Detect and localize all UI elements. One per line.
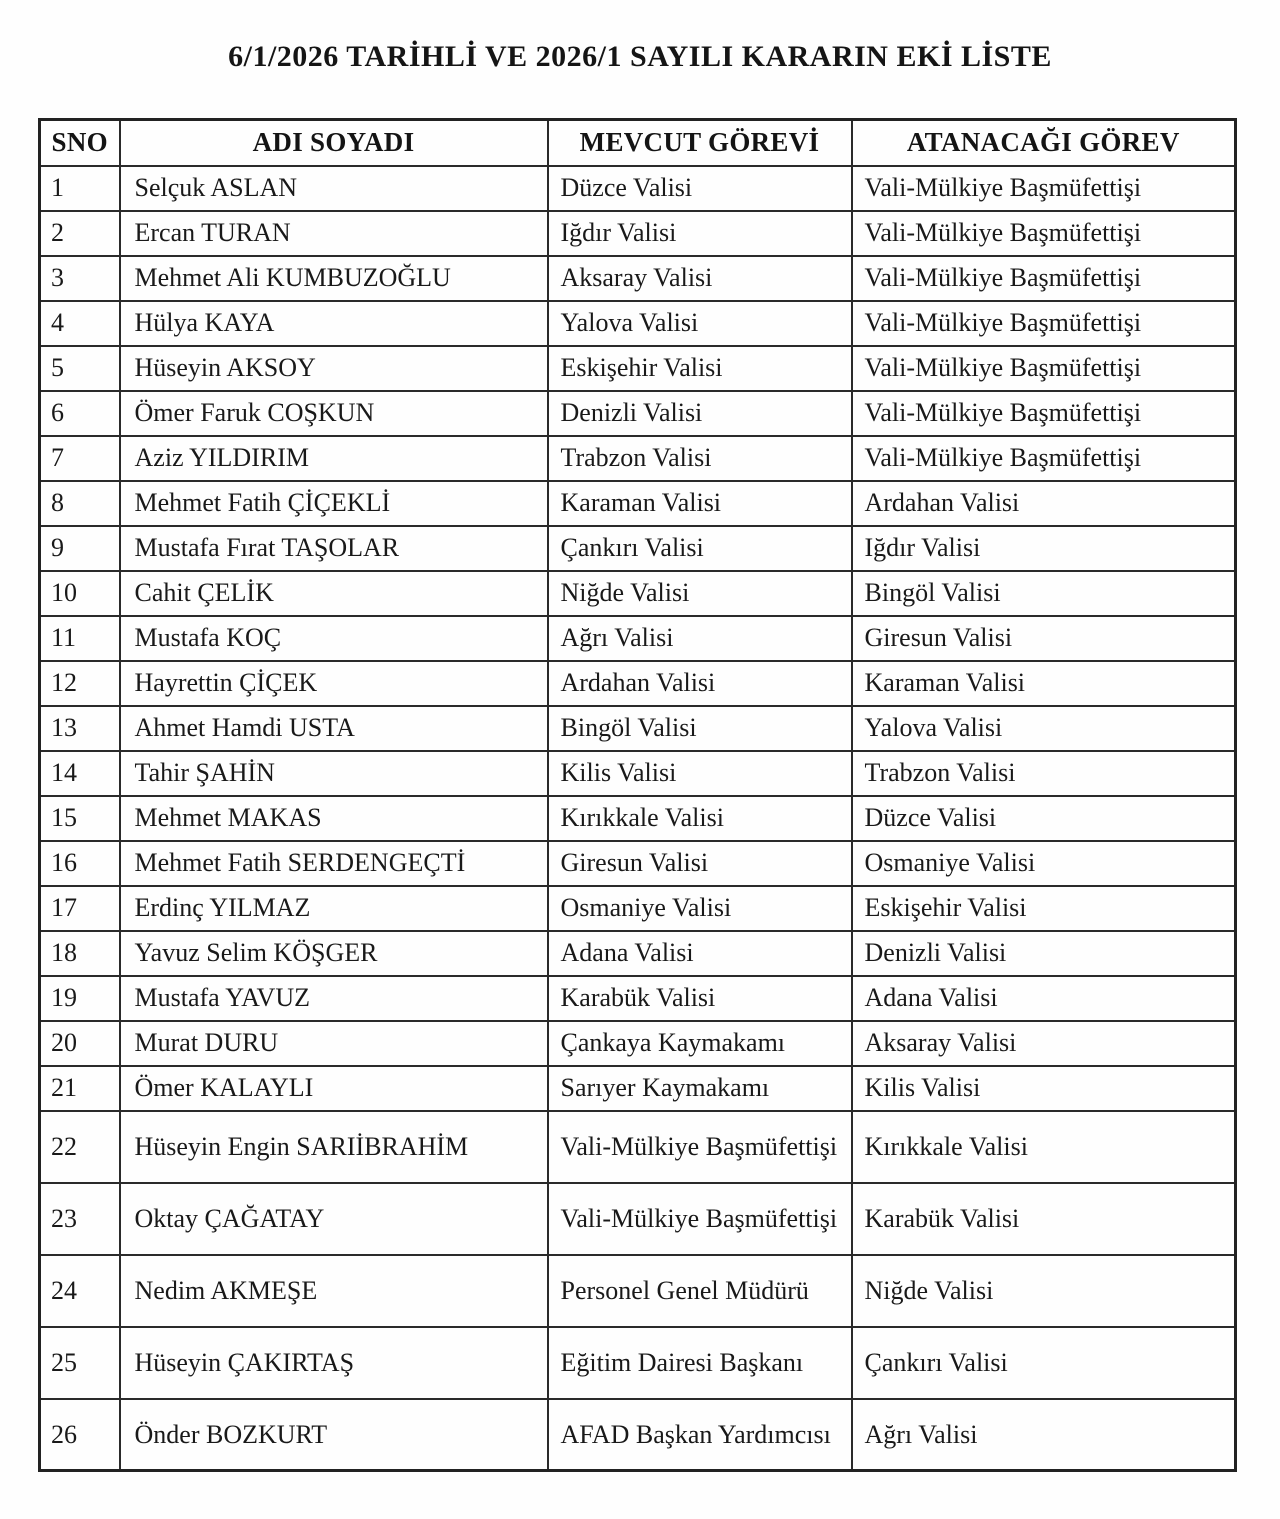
row-assigned-duty: Vali-Mülkiye Başmüfettişi — [852, 346, 1236, 391]
row-name: Hüseyin Engin SARIİBRAHİM — [120, 1111, 548, 1183]
row-sno: 7 — [40, 436, 120, 481]
row-sno: 25 — [40, 1327, 120, 1399]
document-title: 6/1/2026 TARİHLİ VE 2026/1 SAYILI KARARIN EKİ LİSTE — [228, 40, 1052, 73]
row-name: Ercan TURAN — [120, 211, 548, 256]
row-name: Murat DURU — [120, 1021, 548, 1066]
row-current-duty: Adana Valisi — [548, 931, 852, 976]
table-row — [40, 1399, 1236, 1471]
row-sno: 18 — [40, 931, 120, 976]
row-name: Mustafa Fırat TAŞOLAR — [120, 526, 548, 571]
row-assigned-duty: Vali-Mülkiye Başmüfettişi — [852, 301, 1236, 346]
row-current-duty: Karaman Valisi — [548, 481, 852, 526]
row-assigned-duty: Vali-Mülkiye Başmüfettişi — [852, 166, 1236, 211]
row-sno: 20 — [40, 1021, 120, 1066]
row-assigned-duty: Iğdır Valisi — [852, 526, 1236, 571]
row-sno: 6 — [40, 391, 120, 436]
row-name: Selçuk ASLAN — [120, 166, 548, 211]
row-assigned-duty: Denizli Valisi — [852, 931, 1236, 976]
row-sno: 2 — [40, 211, 120, 256]
row-assigned-duty: Eskişehir Valisi — [852, 886, 1236, 931]
table-row — [40, 256, 1236, 301]
row-sno: 15 — [40, 796, 120, 841]
row-name: Oktay ÇAĞATAY — [120, 1183, 548, 1255]
row-sno: 12 — [40, 661, 120, 706]
row-current-duty: Karabük Valisi — [548, 976, 852, 1021]
row-current-duty: Yalova Valisi — [548, 301, 852, 346]
row-assigned-duty: Aksaray Valisi — [852, 1021, 1236, 1066]
row-name: Hüseyin AKSOY — [120, 346, 548, 391]
row-current-duty: Eskişehir Valisi — [548, 346, 852, 391]
header-sno: SNO — [40, 120, 120, 166]
row-sno: 26 — [40, 1399, 120, 1471]
table-row — [40, 1255, 1236, 1327]
row-current-duty: Çankaya Kaymakamı — [548, 1021, 852, 1066]
row-current-duty: Bingöl Valisi — [548, 706, 852, 751]
row-current-duty: Trabzon Valisi — [548, 436, 852, 481]
row-current-duty: Eğitim Dairesi Başkanı — [548, 1327, 852, 1399]
row-name: Hülya KAYA — [120, 301, 548, 346]
table-header — [40, 120, 1236, 166]
row-sno: 4 — [40, 301, 120, 346]
row-sno: 10 — [40, 571, 120, 616]
row-assigned-duty: Karabük Valisi — [852, 1183, 1236, 1255]
table-row — [40, 886, 1236, 931]
row-assigned-duty: Ardahan Valisi — [852, 481, 1236, 526]
row-name: Mehmet Ali KUMBUZOĞLU — [120, 256, 548, 301]
table-row — [40, 391, 1236, 436]
row-name: Ahmet Hamdi USTA — [120, 706, 548, 751]
row-current-duty: Osmaniye Valisi — [548, 886, 852, 931]
row-name: Nedim AKMEŞE — [120, 1255, 548, 1327]
table-row — [40, 706, 1236, 751]
row-name: Ömer Faruk COŞKUN — [120, 391, 548, 436]
row-sno: 17 — [40, 886, 120, 931]
table-row — [40, 1111, 1236, 1183]
row-current-duty: Vali-Mülkiye Başmüfettişi — [548, 1111, 852, 1183]
row-assigned-duty: Trabzon Valisi — [852, 751, 1236, 796]
table-row — [40, 616, 1236, 661]
table-row — [40, 346, 1236, 391]
row-name: Mehmet Fatih SERDENGEÇTİ — [120, 841, 548, 886]
row-current-duty: Vali-Mülkiye Başmüfettişi — [548, 1183, 852, 1255]
row-assigned-duty: Karaman Valisi — [852, 661, 1236, 706]
table-row — [40, 1021, 1236, 1066]
row-sno: 8 — [40, 481, 120, 526]
table-row — [40, 661, 1236, 706]
table-row — [40, 931, 1236, 976]
row-sno: 14 — [40, 751, 120, 796]
row-assigned-duty: Düzce Valisi — [852, 796, 1236, 841]
row-sno: 23 — [40, 1183, 120, 1255]
row-sno: 22 — [40, 1111, 120, 1183]
row-sno: 11 — [40, 616, 120, 661]
row-sno: 5 — [40, 346, 120, 391]
row-name: Yavuz Selim KÖŞGER — [120, 931, 548, 976]
row-sno: 19 — [40, 976, 120, 1021]
row-name: Hayrettin ÇİÇEK — [120, 661, 548, 706]
header-assigned-duty: ATANACAĞI GÖREV — [852, 120, 1236, 166]
table-row — [40, 796, 1236, 841]
row-assigned-duty: Vali-Mülkiye Başmüfettişi — [852, 391, 1236, 436]
row-name: Tahir ŞAHİN — [120, 751, 548, 796]
row-sno: 1 — [40, 166, 120, 211]
row-current-duty: Çankırı Valisi — [548, 526, 852, 571]
table-row — [40, 211, 1236, 256]
row-name: Mustafa YAVUZ — [120, 976, 548, 1021]
row-name: Erdinç YILMAZ — [120, 886, 548, 931]
row-current-duty: Aksaray Valisi — [548, 256, 852, 301]
row-name: Cahit ÇELİK — [120, 571, 548, 616]
row-current-duty: Ardahan Valisi — [548, 661, 852, 706]
table-row — [40, 166, 1236, 211]
row-assigned-duty: Niğde Valisi — [852, 1255, 1236, 1327]
row-current-duty: AFAD Başkan Yardımcısı — [548, 1399, 852, 1471]
row-assigned-duty: Giresun Valisi — [852, 616, 1236, 661]
row-sno: 21 — [40, 1066, 120, 1111]
header-current-duty: MEVCUT GÖREVİ — [548, 120, 852, 166]
row-assigned-duty: Osmaniye Valisi — [852, 841, 1236, 886]
row-sno: 24 — [40, 1255, 120, 1327]
row-assigned-duty: Vali-Mülkiye Başmüfettişi — [852, 436, 1236, 481]
row-assigned-duty: Bingöl Valisi — [852, 571, 1236, 616]
row-name: Hüseyin ÇAKIRTAŞ — [120, 1327, 548, 1399]
header-row — [40, 120, 1236, 166]
row-current-duty: Niğde Valisi — [548, 571, 852, 616]
table-row — [40, 976, 1236, 1021]
row-assigned-duty: Yalova Valisi — [852, 706, 1236, 751]
row-current-duty: Personel Genel Müdürü — [548, 1255, 852, 1327]
table-row — [40, 1066, 1236, 1111]
row-name: Önder BOZKURT — [120, 1399, 548, 1471]
row-sno: 16 — [40, 841, 120, 886]
header-name: ADI SOYADI — [120, 120, 548, 166]
row-current-duty: Giresun Valisi — [548, 841, 852, 886]
row-sno: 13 — [40, 706, 120, 751]
row-assigned-duty: Kırıkkale Valisi — [852, 1111, 1236, 1183]
row-sno: 3 — [40, 256, 120, 301]
row-assigned-duty: Ağrı Valisi — [852, 1399, 1236, 1471]
row-assigned-duty: Çankırı Valisi — [852, 1327, 1236, 1399]
row-name: Mehmet Fatih ÇİÇEKLİ — [120, 481, 548, 526]
row-sno: 9 — [40, 526, 120, 571]
row-assigned-duty: Kilis Valisi — [852, 1066, 1236, 1111]
table-row — [40, 751, 1236, 796]
row-name: Ömer KALAYLI — [120, 1066, 548, 1111]
row-name: Mustafa KOÇ — [120, 616, 548, 661]
table-row — [40, 841, 1236, 886]
row-name: Mehmet MAKAS — [120, 796, 548, 841]
table-body — [40, 166, 1236, 1471]
row-assigned-duty: Vali-Mülkiye Başmüfettişi — [852, 256, 1236, 301]
row-current-duty: Sarıyer Kaymakamı — [548, 1066, 852, 1111]
table-row — [40, 571, 1236, 616]
row-current-duty: Kırıkkale Valisi — [548, 796, 852, 841]
table-row — [40, 1327, 1236, 1399]
row-name: Aziz YILDIRIM — [120, 436, 548, 481]
table-row — [40, 301, 1236, 346]
table-row — [40, 1183, 1236, 1255]
row-current-duty: Denizli Valisi — [548, 391, 852, 436]
row-current-duty: Düzce Valisi — [548, 166, 852, 211]
row-current-duty: Ağrı Valisi — [548, 616, 852, 661]
table-row — [40, 526, 1236, 571]
appointments-table — [38, 118, 1237, 1472]
row-current-duty: Kilis Valisi — [548, 751, 852, 796]
row-assigned-duty: Vali-Mülkiye Başmüfettişi — [852, 211, 1236, 256]
table-row — [40, 481, 1236, 526]
table-row — [40, 436, 1236, 481]
row-current-duty: Iğdır Valisi — [548, 211, 852, 256]
row-assigned-duty: Adana Valisi — [852, 976, 1236, 1021]
